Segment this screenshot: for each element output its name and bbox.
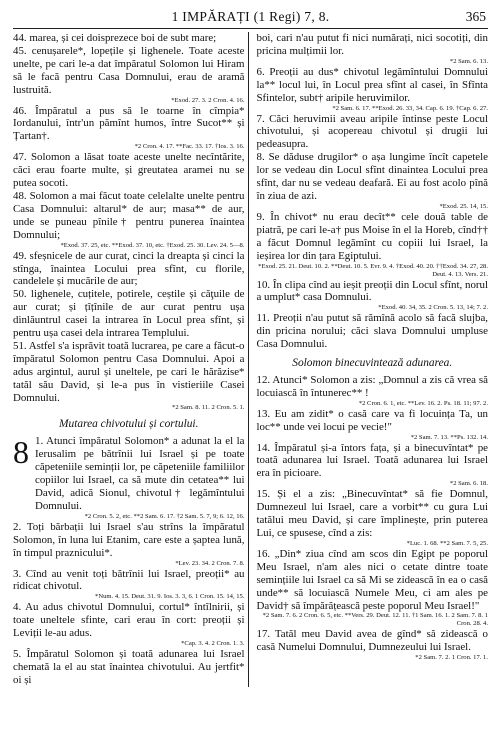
verse-8-6: 6. Preoții au dus* chivotul legămîntului Domnului la** locul lui, în Locul prea sfînt al casei, în Sfînta Sfintelor, subt† aripile heruvimilor. bbox=[256, 65, 488, 104]
verse-8-5-cont: boi, cari n'au putut fi nici numărați, nici socotiți, din pricina mulțimii lor. bbox=[256, 32, 488, 57]
cross-reference: *Cap. 3. 4. 2 Cron. 1. 3. bbox=[181, 640, 245, 648]
verse-47: 47. Solomon a lăsat toate aceste unelte necîntărite, căci erau foarte multe, și greutatea aramei nu se putea socoti. bbox=[13, 151, 245, 190]
cross-reference: *2 Sam. 6. 13. bbox=[449, 57, 488, 65]
page-number: 365 bbox=[465, 9, 486, 24]
cross-reference: *Luc. 1. 68. **2 Sam. 7. 5, 25. bbox=[406, 539, 488, 547]
chapter-number: 8 bbox=[13, 434, 29, 471]
verse-8-7: 7. Căci heruvimii aveau aripile întinse peste Locul chivotului, și acopereau chivotul și drugii lui pedeasupra. bbox=[256, 112, 488, 151]
verse-8-9: 9. În chivot* nu erau decît** cele două table de piatră, pe cari le-a† pus Moise în el la Horeb, cînd†† a făcut Domnul legămînt cu copiii lui Israel, la ieșirea lor din țara Egiptului. bbox=[256, 210, 488, 262]
verse-8-16: 16. „Din* ziua cînd am scos din Egipt pe poporul Meu Israel, n'am ales nici o cetate dintre toate semințiile lui Israel ca să Mi se zidească în ea o casă unde** să locuiască Numele Meu, ci am ales pe David† să împărățească peste poporul Meu Israel!" bbox=[256, 547, 488, 612]
section-heading: Mutarea chivotului și cortului. bbox=[59, 418, 199, 431]
cross-reference: *Exod. 27. 3. 2 Cron. 4. 16. bbox=[171, 96, 245, 104]
cross-reference: *Lev. 23. 34. 2 Cron. 7. 8. bbox=[175, 559, 245, 567]
verse-8-1: 1. Atunci împăratul Solomon* a adunat la el la Ierusalim pe bătrînii lui Israel și pe toate căpeteniile seminții lor, pe căpeteniile familiilor copiilor lui Israel, ca să mute din cetatea** lui David, adică Sionul, chivotul† legămîntului Domnului. bbox=[35, 435, 245, 512]
verse-48: 48. Solomon a mai făcut toate celelalte unelte pentru Casa Domnului: altarul* de aur; masa** de aur, unde se puneau pînile† pentru punerea înaintea Domnului; bbox=[13, 189, 245, 241]
verse-8-14: 14. Împăratul și-a întors fața, și a binecuvîntat* pe toată adunarea lui Israel. Toată adunarea lui Israel era în picioare. bbox=[256, 441, 488, 480]
verse-8-17: 17. Tatăl meu David avea de gînd* să zidească o casă Numelui Domnului, Dumnezeului lui Israel. bbox=[256, 628, 488, 654]
verse-49: 49. sfeșnicele de aur curat, cinci la dreapta și cinci la stînga, înaintea Locului prea sfînt, cu florile, candelele și mucările de aur; bbox=[13, 249, 245, 288]
verse-50: 50. lighenele, cuțitele, potirele, ceștile și căţuile de aur curat; și țîțînile de aur curat pentru ușa dinlăuntrul casei la intrarea în Locul prea sfînt, și pentru ușa casei dela intrarea Templului. bbox=[13, 288, 245, 340]
verse-8-5: 5. Împăratul Solomon și toată adunarea lui Israel chemată la el au stat înaintea chivotului. Au jertfit* oi și bbox=[13, 648, 245, 686]
cross-reference: *2 Cron. 6. 1, etc. **Lev. 16. 2. Ps. 18. 11; 97. 2. bbox=[358, 399, 488, 407]
running-title: 1 IMPĂRAȚI (1 Regi) 7, 8. bbox=[171, 9, 330, 24]
cross-reference: *Exod. 40. 34, 35. 2 Cron. 5. 13, 14; 7. 2. bbox=[378, 304, 488, 312]
verse-46: 46. Împăratul a pus să le toarne în cîmpia* Iordanului, într'un pămînt humos, între Sucot** și Țartan†. bbox=[13, 104, 245, 143]
verse-8-10: 10. În clipa cînd au ieșit preoții din Locul sfînt, norul a umplut* casa Domnului. bbox=[256, 278, 488, 304]
verse-44: 44. marea, și cei doisprezece boi de subt mare; bbox=[13, 32, 217, 44]
verse-8-13: 13. Eu am zidit* o casă care va fi locuința Ta, un loc** unde vei locui pe vecie!" bbox=[256, 407, 488, 433]
verse-8-3: 3. Cînd au venit toți bătrînii lui Israel, preoții* au ridicat chivotul. bbox=[13, 567, 245, 593]
cross-reference: *2 Sam. 7. 6. 2 Cron. 6. 5, etc. **Vers. 29. Deut. 12. 11. †1 Sam. 16. 1. 2 Sam. 7. 8. 1 Cron. 28. 4. bbox=[262, 612, 488, 628]
cross-reference: *2 Cron. 5. 2, etc. **2 Sam. 6. 17. †2 Sam. 5. 7, 9; 6. 12, 16. bbox=[84, 512, 245, 520]
cross-reference: *Exod. 25. 14, 15. bbox=[439, 202, 488, 210]
cross-reference: *2 Sam. 6. 17. **Exod. 26. 33, 34. Cap. 6. 19. †Cap. 6. 27. bbox=[332, 104, 488, 112]
verse-45: 45. cenușarele*, lopețile și lighenele. Toate aceste unelte, pe cari le-a dat împăratul Solomon lui Hiram să le facă pentru Casa Domnului, erau de aramă lustruită. bbox=[13, 44, 245, 96]
text-columns bbox=[13, 32, 488, 687]
cross-reference: *2 Sam. 7. 2. 1 Cron. 17. 1. bbox=[415, 654, 488, 662]
verse-8-8: 8. Se dăduse drugilor* o așa lungime încît capetele lor se vedeau din Locul sfînt dinaintea Locului prea sfînt, dar nu se vedeau deafară. Ei au fost acolo pînă în ziua de azi. bbox=[256, 151, 488, 202]
verse-8-4: 4. Au adus chivotul Domnului, cortul* întîlnirii, și toate uneltele sfinte, cari erau în cort: preoții și Leviții le-au adus. bbox=[13, 601, 245, 640]
chapter-start bbox=[13, 435, 245, 512]
cross-reference: *2 Cron. 4. 17. **Fac. 33. 17. †Ios. 3. 16. bbox=[134, 143, 245, 151]
section-heading: Solomon binecuvintează adunarea. bbox=[292, 357, 453, 370]
cross-reference: *Num. 4. 15. Deut. 31. 9. Ios. 3. 3, 6. 1 Cron. 15. 14, 15. bbox=[95, 593, 245, 601]
cross-reference: *2 Sam. 6. 18. bbox=[449, 480, 488, 488]
left-column bbox=[13, 32, 245, 687]
verse-51: 51. Astfel s'a isprăvit toată lucrarea, pe care a făcut-o împăratul Solomon pentru Casa Domnului. Apoi a adus argintul, aurul și uneltele, pe cari le hărăzise* tatăl său David, și le-a pus în vistieriile Casei Domnului. bbox=[13, 339, 245, 404]
cross-reference: *Exod. 37. 25, etc. **Exod. 37. 10, etc. †Exod. 25. 30. Lev. 24. 5—8. bbox=[60, 241, 245, 249]
right-column bbox=[248, 32, 489, 687]
verse-8-12: 12. Atunci* Solomon a zis: „Domnul a zis că vrea să locuiască în întunerec** ! bbox=[256, 373, 488, 399]
verse-8-2: 2. Toți bărbații lui Israel s'au strîns la împăratul Solomon, în luna lui Etanim, care este a șaptea lună, în timpul praznicului*. bbox=[13, 520, 245, 559]
verse-8-11: 11. Preoții n'au putut să rămînă acolo să facă slujba, din pricina norului; căci slava Domnului umpluse Casa Domnului. bbox=[256, 312, 488, 351]
cross-reference: *2 Sam. 7. 13. **Ps. 132. 14. bbox=[410, 433, 488, 441]
verse-8-15: 15. Și el a zis: „Binecuvîntat* să fie Domnul, Dumnezeul lui Israel, care a vorbit** cu gura Lui tatălui meu David, și care împlinește, prin puterea Lui, ce spusese, cînd a zis: bbox=[256, 488, 488, 539]
page-header bbox=[13, 8, 488, 29]
cross-reference: *2 Sam. 8. 11. 2 Cron. 5. 1. bbox=[172, 404, 245, 412]
cross-reference: *Exod. 25. 21. Deut. 10. 2. **Deut. 10. 5. Evr. 9. 4. †Exod. 40. 20. ††Exod. 34. 27, 28. Deut. 4. 13. Vers. 21. bbox=[258, 262, 488, 278]
